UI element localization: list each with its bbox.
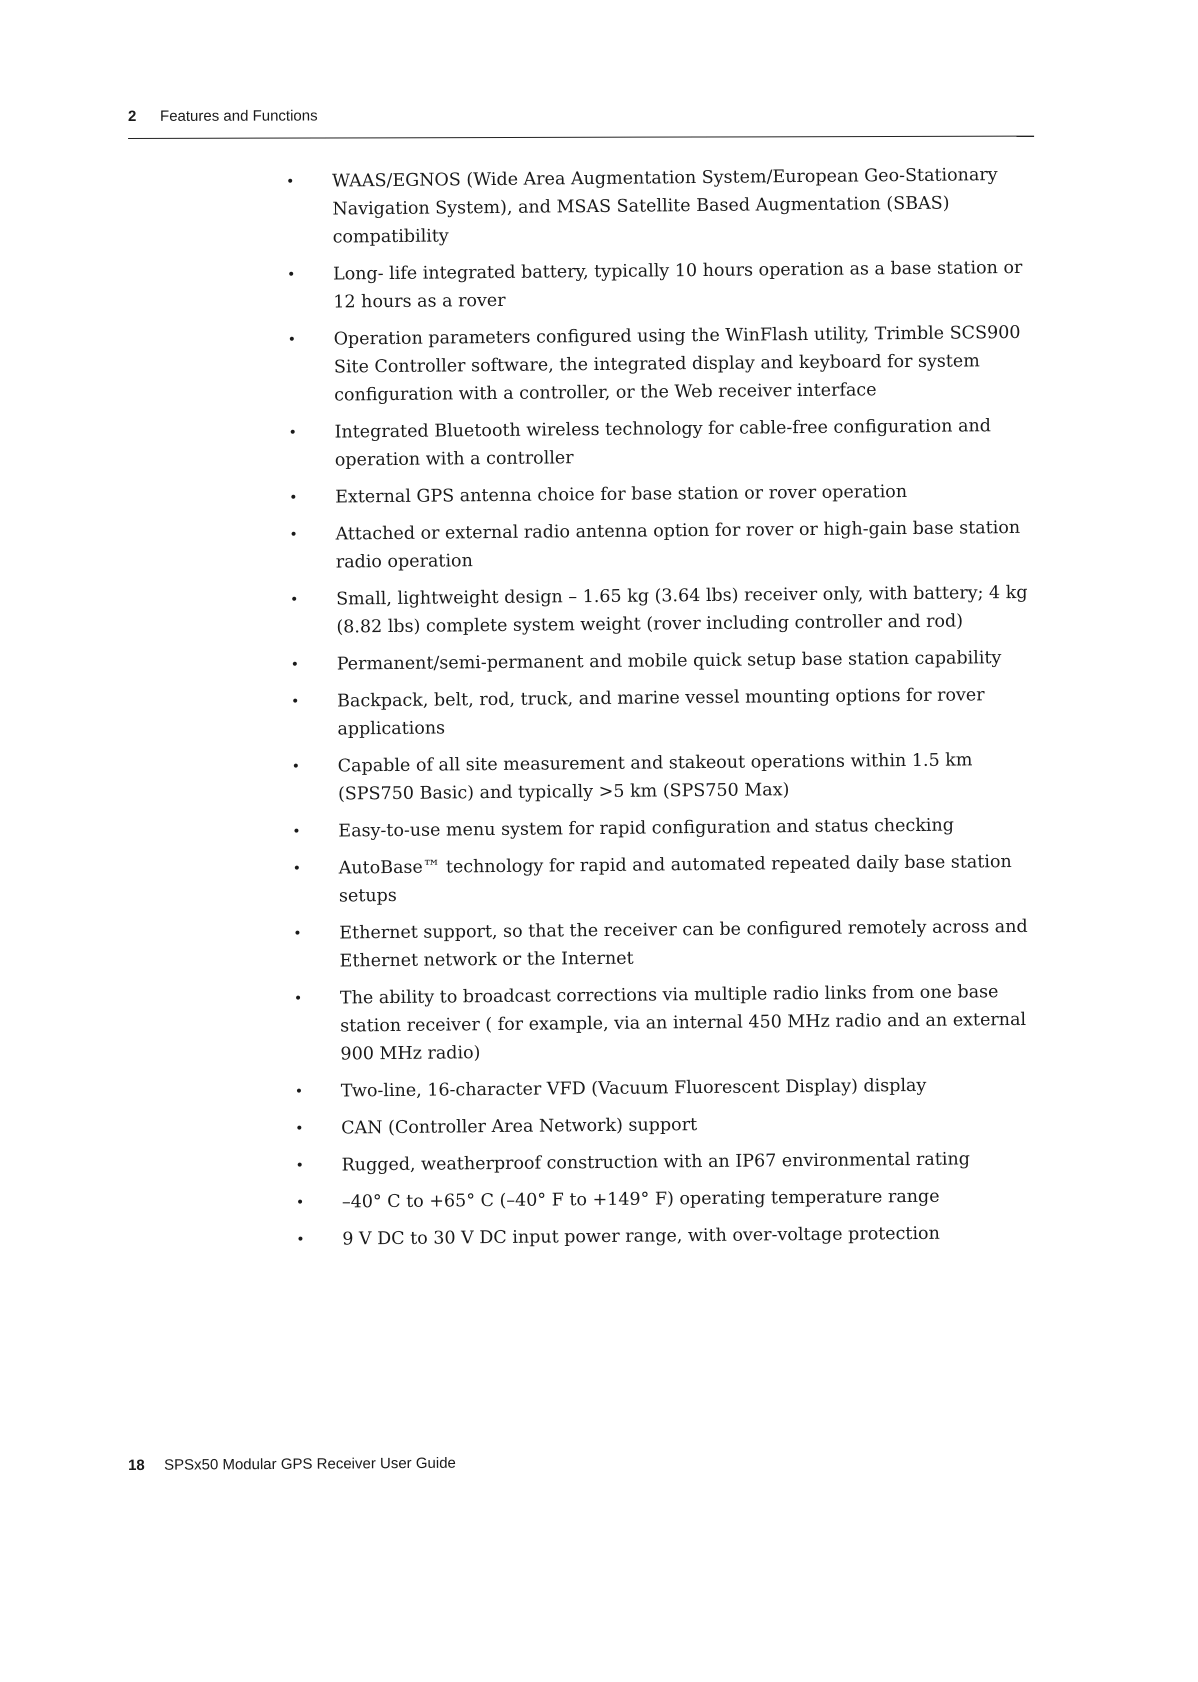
list-item: • Two-line, 16-character VFD (Vacuum Fluorescent Display) display <box>291 1071 1053 1106</box>
list-item: • Ethernet support, so that the receiver can be configured remotely across and Ethernet network or the Internet <box>293 916 1028 972</box>
bullet-icon: • <box>289 526 298 543</box>
list-item: • Long- life integrated battery, typically 10 hours operation as a base station or 12 hours as a rover <box>286 257 1023 313</box>
chapter-number: 2 <box>128 107 137 125</box>
bullet-icon: • <box>286 173 295 190</box>
book-title: SPSx50 Modular GPS Receiver User Guide <box>163 1454 456 1474</box>
list-item: • Backpack, belt, rod, truck, and marine vessel mounting options for rover applications <box>291 685 985 740</box>
bullet-icon: • <box>291 758 301 775</box>
bullet-icon: • <box>288 424 297 441</box>
bullet-icon: • <box>292 860 302 877</box>
bullet-icon: • <box>296 1231 305 1248</box>
list-item: • –40° C to +65° C (–40° F to +149° F) operating temperature range <box>292 1182 1054 1217</box>
bullet-icon: • <box>289 489 298 506</box>
bullet-icon: • <box>295 1120 304 1137</box>
list-item: • Operation parameters configured using the WinFlash utility, Trimble SCS900 Site Controller software, the integrated display and keyboard for system configuration with a controller, or the Web receiver interface <box>287 322 1021 406</box>
feature-list <box>282 161 1054 1263</box>
list-item: • Attached or external radio antenna option for rover or high-gain base station radio operation <box>289 517 1021 573</box>
list-item: • AutoBase™ technology for rapid and automated repeated daily base station setups <box>292 852 1012 907</box>
list-item: • WAAS/EGNOS (Wide Area Augmentation System/European Geo-Stationary Navigation System), and MSAS Satellite Based Augmentation (SBAS) compatibility <box>286 165 998 248</box>
bullet-icon: • <box>287 331 296 348</box>
list-item: • Easy-to-use menu system for rapid configuration and status checking <box>288 811 1050 846</box>
bullet-icon: • <box>295 1194 305 1211</box>
bullet-icon: • <box>291 693 300 710</box>
list-item: • 9 V DC to 30 V DC input power range, with over-voltage protection <box>292 1219 1054 1254</box>
list-item: • Rugged, weatherproof construction with an IP67 environmental rating <box>291 1145 1053 1180</box>
bullet-icon: • <box>286 266 296 283</box>
bullet-icon: • <box>290 656 300 673</box>
list-item: • Integrated Bluetooth wireless technology for cable-free configuration and operation with a controller <box>288 416 992 471</box>
bullet-icon: • <box>294 1083 304 1100</box>
bullet-icon: • <box>290 591 299 608</box>
list-item: • Permanent/semi-permanent and mobile quick setup base station capability <box>287 644 1049 679</box>
bullet-icon: • <box>293 925 302 942</box>
bullet-icon: • <box>293 990 303 1007</box>
list-item: • CAN (Controller Area Network) support <box>291 1108 1053 1143</box>
chapter-title: Features and Functions <box>159 107 318 125</box>
list-item: • Capable of all site measurement and stakeout operations within 1.5 km (SPS750 Basic) and typically >5 km (SPS750 Max) <box>291 750 973 805</box>
running-footer <box>128 1455 456 1474</box>
list-item: • Small, lightweight design – 1.65 kg (3.64 lbs) receiver only, with battery; 4 kg (8.82 lbs) complete system weight (rover including controller and rod) <box>290 582 1028 638</box>
bullet-icon: • <box>295 1157 304 1174</box>
bullet-icon: • <box>292 823 301 840</box>
running-header <box>128 106 1034 139</box>
page-number: 18 <box>128 1456 145 1474</box>
list-item: • External GPS antenna choice for base station or rover operation <box>285 477 1047 512</box>
list-item: • The ability to broadcast corrections via multiple radio links from one base station receiver ( for example, via an internal 450 MHz radio and an external 900 MHz radio) <box>293 982 1027 1065</box>
